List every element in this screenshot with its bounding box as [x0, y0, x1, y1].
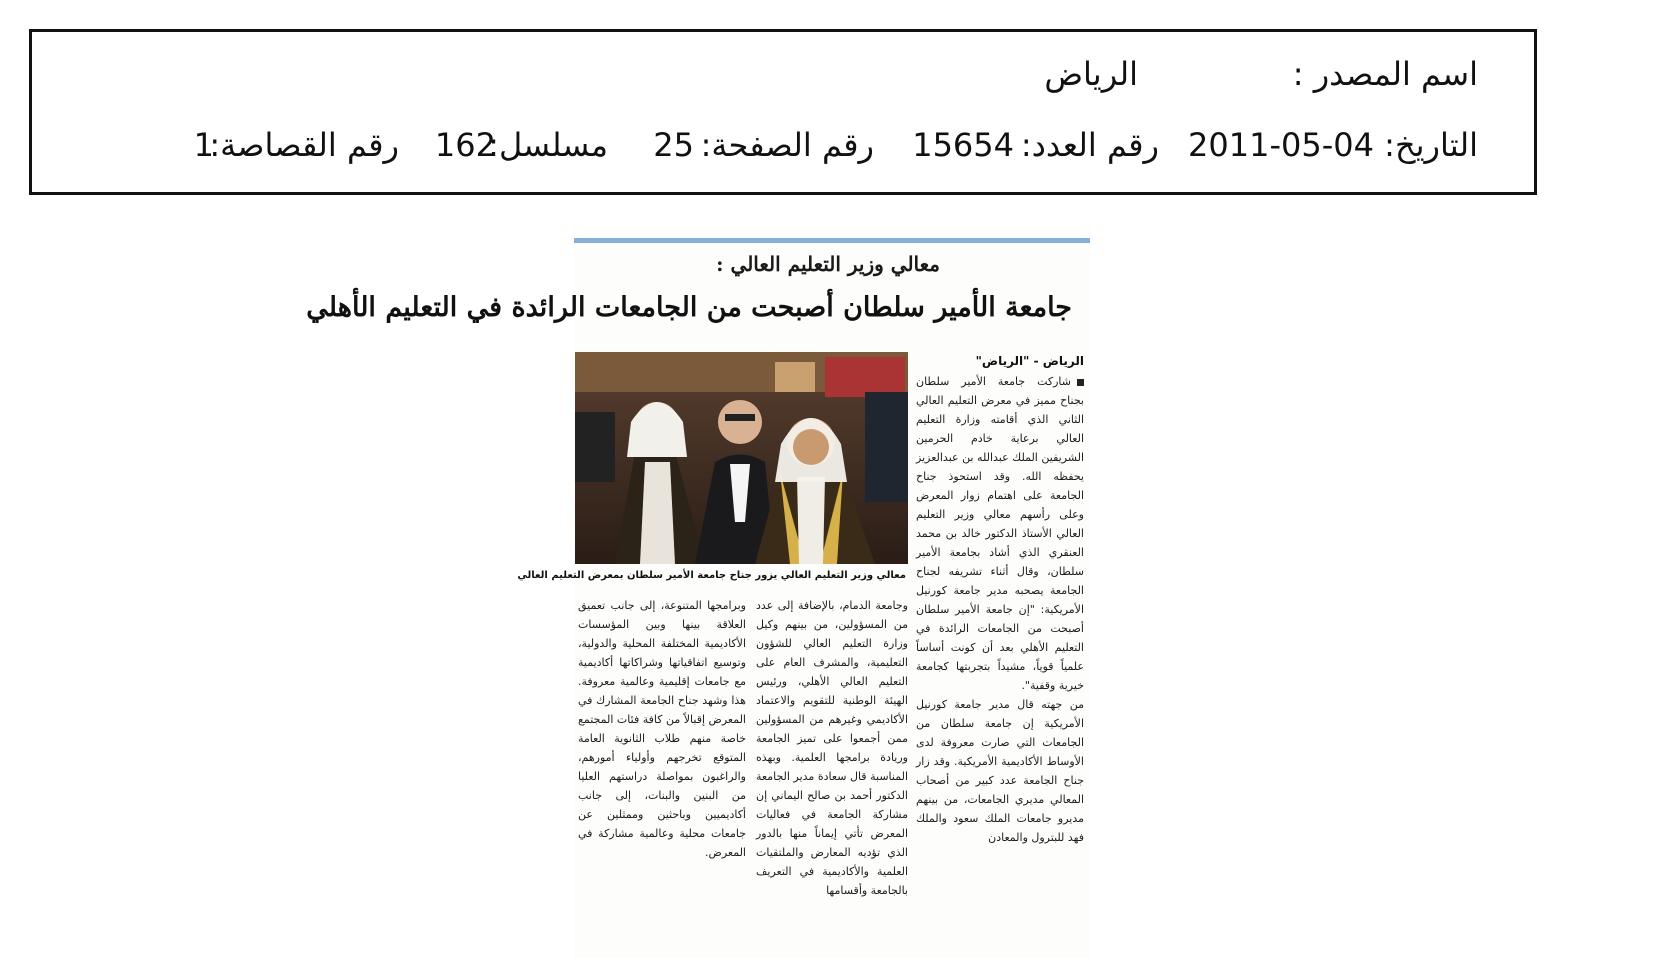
article-column-3	[578, 596, 746, 862]
source-value: الرياض	[1044, 55, 1138, 93]
column-1-top-text: شاركت جامعة الأمير سلطان بجناح مميز في معرض التعليم العالي الثاني الذي أقامته وزارة التعليم العالي برعاية خادم الحرمين الشريفين الملك عبدالله بن عبدالعزيز يحفظه الله. وقد استحوذ جناح الجامعة على اهتمام زوار المعرض وعلى رأسهم معالي وزير التعليم العالي الأستاذ الدكتور خالد بن محمد العنقري الذي أشاد بجامعة الأمير سلطان، وقال أثناء تشريفه لجناح الجامعة يصحبه مدير جامعة كورنيل الأمريكية: "إن جامعة الأمير سلطان أصبحت من الجامعات الرائدة في التعليم الأهلي بعد أن كونت أساساً علمياً قوياً، مشيداً بتجربتها كجامعة خيرية وقفية".	[916, 375, 1084, 692]
article-kicker: معالي وزير التعليم العالي :	[716, 252, 940, 276]
serial-value: 162	[434, 126, 496, 164]
column-3-text: وبرامجها المتنوعة، إلى جانب تعميق العلاقة بينها وبين المؤسسات الأكاديمية المختلفة المحلية والدولية، وتوسيع اتفاقياتها وشراكاتها أكاديمية مع جامعات إقليمية وعالمية معروفة. هذا وشهد جناح الجامعة المشارك في المعرض إقبالاً من كافة فئات المجتمع خاصة منهم طلاب الثانوية العامة المتوقع تخرجهم وأولياء أمورهم، والراغبون بمواصلة دراستهم العليا من البنين والبنات، إلى جانب أكاديميين وباحثين وممثلين عن جامعات محلية وعالمية مشاركة في المعرض.	[578, 599, 746, 859]
clip-value: 1	[193, 126, 214, 164]
article-headline: جامعة الأمير سلطان أصبحت من الجامعات الرائدة في التعليم الأهلي	[306, 292, 1072, 323]
newspaper-clipping	[306, 238, 1090, 958]
article-dateline: الرياض - "الرياض"	[975, 354, 1084, 368]
clip-label: رقم القصاصة:	[209, 126, 399, 164]
page-value: 25	[653, 126, 694, 164]
source-label: اسم المصدر :	[1292, 55, 1478, 93]
bullet-square-icon	[1077, 379, 1084, 386]
date-value: 2011-05-04	[1188, 126, 1374, 164]
clipping-top-rule	[574, 238, 1090, 243]
page-label: رقم الصفحة:	[700, 126, 874, 164]
date-label: التاريخ:	[1384, 126, 1478, 164]
serial-label: مسلسل:	[488, 126, 608, 164]
issue-value: 15654	[912, 126, 1014, 164]
photo-illustration	[575, 352, 908, 564]
article-column-1	[916, 372, 1084, 847]
column-1-bottom-text: من جهته قال مدير جامعة كورنيل الأمريكية إن جامعة سلطان من الجامعات التي صارت معروفة لدى الأوساط الأكاديمية الأمريكية. وقد زار جناح الجامعة عدد كبير من أصحاب المعالي مديري الجامعات، من بينهم مديرو جامعات الملك سعود والملك فهد للبترول والمعادن	[916, 698, 1084, 844]
article-photo	[575, 352, 908, 564]
article-column-2	[756, 596, 908, 900]
clipping-info-box	[29, 29, 1537, 195]
column-2-text: وجامعة الدمام، بالإضافة إلى عدد من المسؤولين، من بينهم وكيل وزارة التعليم العالي للشؤون التعليمية، والمشرف العام على التعليم العالي الأهلي، ورئيس الهيئة الوطنية للتقويم والاعتماد الأكاديمي وغيرهم من المسؤولين ممن أجمعوا على تميز الجامعة وريادة برامجها العلمية. وبهذه المناسبة قال سعادة مدير الجامعة الدكتور أحمد بن صالح اليماني إن مشاركة الجامعة في فعاليات المعرض تأتي إيماناً منها بالدور الذي تؤديه المعارض والملتقيات العلمية والأكاديمية في التعريف بالجامعة وأقسامها	[756, 599, 908, 897]
photo-caption: معالي وزير التعليم العالي يزور جناح جامعة الأمير سلطان بمعرض التعليم العالي	[517, 570, 906, 581]
issue-label: رقم العدد:	[1020, 126, 1159, 164]
